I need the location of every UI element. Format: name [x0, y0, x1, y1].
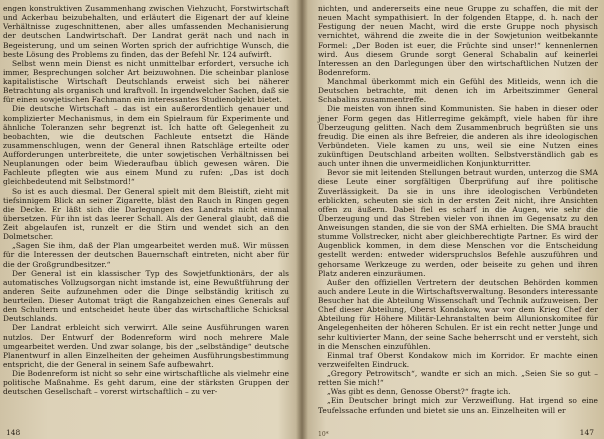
paragraph: Manchmal überkommt mich ein Gefühl des Mitleids, wenn ich die Deutschen betrachte, mit denen ich im Arbeitszimmer General Schabalins zusammentreffe. [318, 77, 598, 105]
right-page-text [318, 4, 598, 415]
paragraph: Der General ist ein klassischer Typ des Sowjetfunktionärs, der als automatisches Vollzugsorgan nicht imstande ist, eine Bewußtführung der anderen Seite aufzunehmen oder die Dinge selbständig kritisch zu beurteilen. Dieser Automat trägt die Rangabzeichen eines Generals auf den Schultern und entscheidet heute über das wirtschaftliche Schicksal Deutschlands. [3, 268, 289, 324]
paragraph: Der Landrat erbleicht sich verwirrt. Alle seine Ausführungen waren nutzlos. Der Entwurf der Bodenreform wird noch mehrere Male umgearbeitet werden. Und zwar solange, bis der „selbständige“ deutsche Planentwurf in allen Einzelheiten der geheimen Ausführungsbestimmung entspricht, die der General in seinem Safe aufbewahrt. [3, 323, 289, 369]
right-page [306, 0, 604, 439]
paragraph: „Gregory Petrowitsch“, wandte er sich an mich. „Seien Sie so gut – retten Sie mich!“ [318, 369, 598, 388]
paragraph: Einmal traf Oberst Kondakow mich im Korridor. Er machte einen verzweifelten Eindruck. [318, 350, 598, 369]
left-page-text [3, 4, 289, 396]
paragraph: „Sagen Sie ihm, daß der Plan umgearbeitet werden muß. Wir müssen für die Interessen der deutschen Bauernschaft eintreten, nicht aber für die der Großgrundbesitzer.“ [3, 241, 289, 269]
paragraph: Die Bodenreform ist nicht so sehr eine wirtschaftliche als vielmehr eine politische Maßnahme. Es geht darum, eine der stärksten Gruppen der deutschen Gesellschaft – vorerst wirtschaftlich – zu ver- [3, 369, 289, 397]
left-page-number: 148 [6, 428, 21, 437]
paragraph: Selbst wenn mein Dienst es nicht unmittelbar erfordert, versuche ich immer, Besprechungen solcher Art beizuwohnen. Die scheinbar planlose kapitalistische Wirtschaft Deutschlands erweist sich bei näherer Betrachtung als organisch und kraftvoll. In irgendwelcher Sachen, daß sie für einen sowjetischen Fachmann ein interessantes Studienobjekt bietet. [3, 58, 289, 105]
gutter-mark: 10* [318, 431, 329, 438]
paragraph: Die deutsche Wirtschaft – das ist ein außerordentlich genauer und komplizierter Mechanismus, in dem ein Spielraum für Experimente und ähnliche Toleranzen sehr begrenzt ist. Ich hatte oft Gelegenheit zu beobachten, wie die deutschen Fachleute entsetzt die Hände zusammenschlugen, wenn der General ihnen Ratschläge erteilte oder Aufforderungen unterbreitete, die unter sowjetischen Verhältnissen bei Neuplanungen oder beim Wiederaufbau üblich gewesen wären. Die Fachleute pflegten wie aus einem Mund zu rufen: „Das ist doch gleichbedeutend mit Selbstmord!“ [3, 104, 289, 187]
left-page [0, 0, 298, 439]
right-page-number: 147 [579, 428, 594, 437]
paragraph: engen konstruktiven Zusammenhang zwischen Viehzucht, Forstwirtschaft und Ackerbau beizubehalten, und erläutert die Eigenart der auf kleine Verhältnisse zugeschnittenen, aber alles umfassenden Mechanisierung der deutschen Landwirtschaft. Der Landrat gerät nach und nach in Begeisterung, und um seinen Worten sprich der aufrichtige Wunsch, die beste Lösung des Problems zu finden, das der Befehl Nr. 124 aufwirft. [3, 4, 289, 59]
paragraph: Bevor sie mit leitenden Stellungen betraut wurden, unterzog die SMA diese Leute einer sorgfältigen Überprüfung auf ihre politische Zuverlässigkeit. Da sie in uns ihre ideologischen Verbündeten erblickten, scheuten sie sich in der ersten Zeit nicht, ihre Ansichten offen zu äußern. Dabei fiel es scharf in die Augen, wie sehr die Überzeugung und das Streben vieler von ihnen im Gegensatz zu den Anweisungen standen, die sie von der SMA erhielten. Die SMA braucht stumme Vollstrecker, nicht aber gleichberechtigte Partner. Es wird der Augenblick kommen, in dem diese Menschen vor die Entscheidung gestellt werden: entweder widerspruchslos Befehle auszuführen und gehorsame Werkzeuge zu werden, oder beiseite zu gehen und ihren Platz anderen einzuräumen. [318, 168, 598, 278]
paragraph: Die meisten von ihnen sind Kommunisten. Sie haben in dieser oder jener Form gegen das Hitlerregime gekämpft, viele haben für ihre Überzeugung gelitten. Nach dem Zusammenbruch begrüßten sie uns freudig. Die einen als ihre Befreier, die anderen als ihre ideologischen Verbündeten. Viele kamen zu uns, weil sie eine Nutzen eines zukünftigen Deutschland arbeiten wollten. Selbstverständlich gab es auch unter ihnen die unvermeidlichen Konjunkturritter. [318, 104, 598, 169]
paragraph: „Ein Deutscher bringt mich zur Verzweiflung. Hat irgend so eine Teufelssache erfunden und bietet sie uns an. Einzelheiten will er [318, 396, 598, 415]
paragraph: So ist es auch diesmal. Der General spielt mit dem Bleistift, zieht mit tiefsinnigem Blick an seiner Zigarette, bläst den Rauch in Ringen gegen die Decke. Er läßt sich die Darlegungen des Landrats nicht einmal übersetzen. Für ihn ist das leerer Schall. Als der General glaubt, daß die Zeit abgelaufen ist, runzelt er die Stirn und wendet sich an den Dolmetscher. [3, 186, 289, 242]
paragraph: Außer den offiziellen Vertretern der deutschen Behörden kommen auch andere Leute in die Wirtschaftsverwaltung. Besonders interessante Besucher hat die Abteilung Wissenschaft und Technik aufzuweisen. Der Chef dieser Abteilung, Oberst Kondakow, war vor dem Krieg Chef der Abteilung für Höhere Militär-Lehranstalten beim Allunionskomitee für Angelegenheiten der höheren Schulen. Er ist ein recht netter Junge und sehr kultivierter Mann, der seine Sache beherrscht und er versteht, sich in die Menschen einzufühlen. [318, 277, 598, 351]
paragraph: nichten, und andererseits eine neue Gruppe zu schaffen, die mit der neuen Macht sympathisiert. In der folgenden Etappe, d. h. nach der Festigung der neuen Macht, wird die erste Gruppe noch physisch vernichtet, während die zweite die in der Sowjetunion weitbekannte Formel: „Der Boden ist euer, die Früchte sind unser!“ kennenlernen wird. Aus diesem Grunde sorgt General Schabalin auf keinerlei Interessen an den Darlegungen über den wirtschaftlichen Nutzen der Bodenreform. [318, 4, 598, 77]
paragraph: „Was gibt es denn, Genosse Oberst?“ fragte ich. [327, 387, 511, 397]
